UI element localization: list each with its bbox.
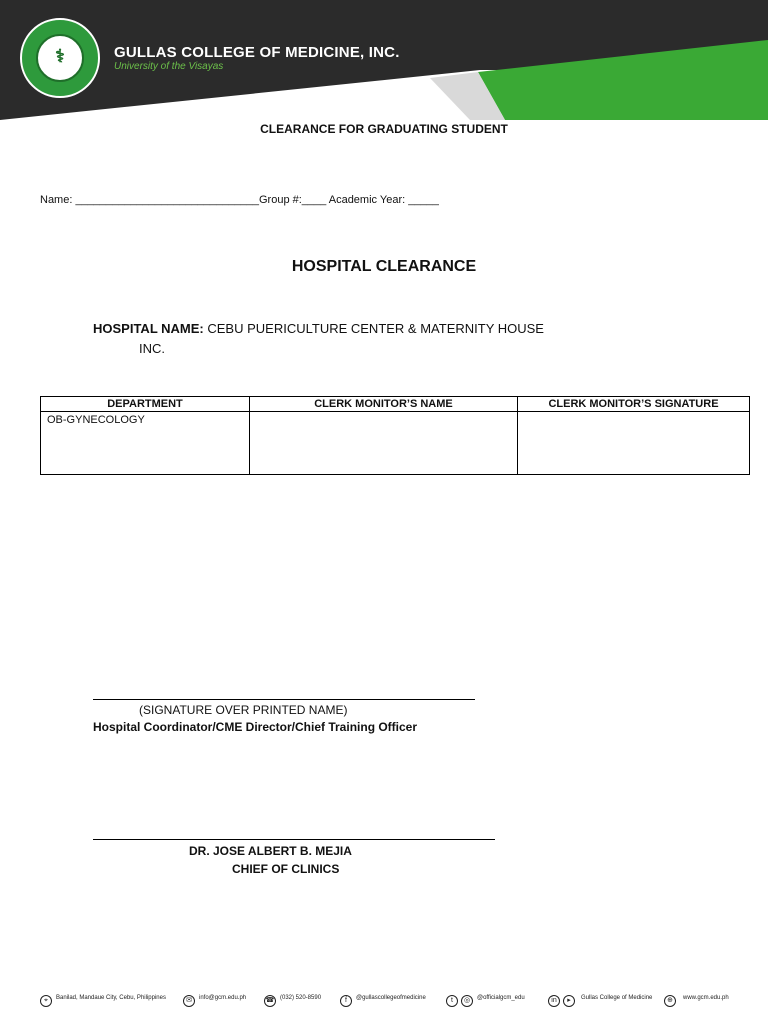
footer-facebook[interactable]: @gullascollegeofmedicine <box>356 995 426 1001</box>
instagram-icon: ◎ <box>461 995 473 1007</box>
hospital-name-value-continued: INC. <box>139 341 165 356</box>
linkedin-icon: in <box>548 995 560 1007</box>
clearance-table <box>40 396 750 475</box>
hospital-name-value: CEBU PUERICULTURE CENTER & MATERNITY HOUSE <box>207 321 544 336</box>
department-cell: OB-GYNECOLOGY <box>41 412 250 475</box>
column-header-clerk-signature: CLERK MONITOR’S SIGNATURE <box>518 397 750 412</box>
table-row <box>41 412 750 475</box>
footer-linkedin-youtube[interactable]: Gullas College of Medicine <box>581 995 653 1001</box>
signature-caption: (SIGNATURE OVER PRINTED NAME) <box>139 703 348 717</box>
college-name: GULLAS COLLEGE OF MEDICINE, INC. <box>114 44 400 61</box>
footer-phone: (032) 520-8590 <box>280 995 322 1001</box>
section-title: HOSPITAL CLEARANCE <box>291 258 477 275</box>
signature-line-chief[interactable] <box>93 839 495 840</box>
name-field[interactable]: Name: ______________________________ <box>40 194 259 206</box>
table-header-row <box>41 397 750 412</box>
footer-website[interactable]: www.gcm.edu.ph <box>683 995 729 1001</box>
letterhead <box>0 0 768 122</box>
facebook-icon: f <box>340 995 352 1007</box>
phone-icon: ☎ <box>264 995 276 1007</box>
email-icon: ✉ <box>183 995 195 1007</box>
university-name: University of the Visayas <box>114 61 224 72</box>
chief-name: DR. JOSE ALBERT B. MEJIA <box>189 844 352 858</box>
chief-title: CHIEF OF CLINICS <box>232 862 340 876</box>
clerk-signature-cell[interactable] <box>518 412 750 475</box>
hospital-name-label: HOSPITAL NAME: <box>93 321 204 336</box>
document-title: CLEARANCE FOR GRADUATING STUDENT <box>260 122 508 136</box>
footer-email[interactable]: info@gcm.edu.ph <box>199 995 247 1001</box>
column-header-department: DEPARTMENT <box>41 397 250 412</box>
column-header-clerk-name: CLERK MONITOR’S NAME <box>250 397 518 412</box>
student-info-line <box>40 194 439 206</box>
coordinator-role: Hospital Coordinator/CME Director/Chief Training Officer <box>93 720 418 734</box>
location-icon: ⌖ <box>40 995 52 1007</box>
twitter-icon: t <box>446 995 458 1007</box>
footer-twitter-instagram[interactable]: @officialgcm_edu <box>477 995 525 1001</box>
hospital-name-line <box>93 321 544 336</box>
youtube-icon: ▸ <box>563 995 575 1007</box>
globe-icon: ⊕ <box>664 995 676 1007</box>
clerk-name-cell[interactable] <box>250 412 518 475</box>
signature-line-coordinator[interactable] <box>93 699 475 700</box>
academic-year-field[interactable]: Academic Year: _____ <box>328 194 439 206</box>
group-field[interactable]: Group #:____ <box>259 194 327 206</box>
college-seal-logo <box>20 18 100 98</box>
footer-address: Banilad, Mandaue City, Cebu, Philippines <box>56 995 166 1001</box>
caduceus-icon: ⚕ <box>55 46 65 67</box>
